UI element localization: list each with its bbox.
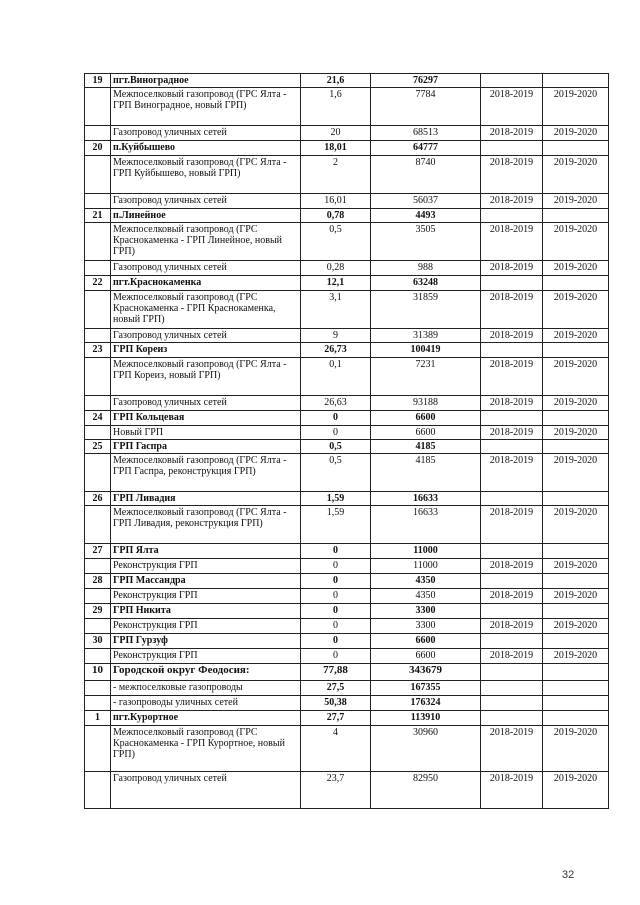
table-row [85, 454, 609, 492]
cell-num: 10 [85, 664, 111, 681]
table-row [85, 711, 609, 726]
page-number: 32 [562, 869, 575, 881]
cell-num [85, 358, 111, 396]
cell-cost: 11000 [371, 544, 481, 559]
cell-p1 [481, 634, 543, 649]
cell-p1: 2018-2019 [481, 619, 543, 634]
cell-cost: 6600 [371, 426, 481, 440]
cell-p2: 2019-2020 [543, 88, 609, 126]
cell-p1 [481, 604, 543, 619]
cell-len: 1,59 [301, 492, 371, 506]
table-row [85, 74, 609, 88]
cell-p2 [543, 343, 609, 358]
cell-cost: 11000 [371, 559, 481, 574]
cell-name: пгт.Курортное [111, 711, 301, 726]
cell-name: ГРП Никита [111, 604, 301, 619]
cell-len: 0 [301, 589, 371, 604]
table-row [85, 574, 609, 589]
cell-p2: 2019-2020 [543, 194, 609, 209]
cell-num [85, 696, 111, 711]
cell-p1 [481, 664, 543, 681]
cell-num: 22 [85, 276, 111, 291]
cell-p1 [481, 574, 543, 589]
cell-num: 24 [85, 411, 111, 426]
cell-p1: 2018-2019 [481, 88, 543, 126]
cell-cost: 3300 [371, 604, 481, 619]
cell-cost: 64777 [371, 141, 481, 156]
cell-num: 27 [85, 544, 111, 559]
cell-num: 20 [85, 141, 111, 156]
cell-len: 1,59 [301, 506, 371, 544]
cell-cost: 6600 [371, 411, 481, 426]
cell-len: 18,01 [301, 141, 371, 156]
table-row [85, 681, 609, 696]
cell-p1 [481, 411, 543, 426]
table-row [85, 223, 609, 261]
cell-p1: 2018-2019 [481, 772, 543, 809]
cell-len: 50,38 [301, 696, 371, 711]
table-body [85, 74, 609, 809]
cell-cost: 6600 [371, 649, 481, 664]
cell-num [85, 559, 111, 574]
cell-name: Межпоселковый газопровод (ГРС Ялта - ГРП Гаспра, реконструкция ГРП) [111, 454, 301, 492]
cell-cost: 4493 [371, 209, 481, 223]
table-row [85, 343, 609, 358]
cell-cost: 7231 [371, 358, 481, 396]
cell-num: 30 [85, 634, 111, 649]
cell-p1: 2018-2019 [481, 426, 543, 440]
cell-len: 23,7 [301, 772, 371, 809]
cell-p2 [543, 276, 609, 291]
cell-name: Реконструкция ГРП [111, 589, 301, 604]
cell-p2: 2019-2020 [543, 619, 609, 634]
cell-p2 [543, 209, 609, 223]
cell-name: Реконструкция ГРП [111, 649, 301, 664]
cell-p2: 2019-2020 [543, 454, 609, 492]
cell-p2: 2019-2020 [543, 559, 609, 574]
cell-cost: 56037 [371, 194, 481, 209]
cell-name: ГРП Кореиз [111, 343, 301, 358]
cell-len: 0 [301, 411, 371, 426]
cell-p2 [543, 681, 609, 696]
cell-name: ГРП Ливадия [111, 492, 301, 506]
table-row [85, 492, 609, 506]
cell-len: 21,6 [301, 74, 371, 88]
cell-cost: 82950 [371, 772, 481, 809]
cell-p1: 2018-2019 [481, 589, 543, 604]
cell-cost: 988 [371, 261, 481, 276]
cell-len: 0 [301, 574, 371, 589]
cell-len: 3,1 [301, 291, 371, 329]
cell-name: Новый ГРП [111, 426, 301, 440]
cell-p2 [543, 634, 609, 649]
cell-num [85, 261, 111, 276]
cell-cost: 76297 [371, 74, 481, 88]
cell-name: Городской округ Феодосия: [111, 664, 301, 681]
cell-p2 [543, 492, 609, 506]
cell-cost: 63248 [371, 276, 481, 291]
cell-num [85, 589, 111, 604]
gas-pipeline-table [84, 73, 609, 809]
cell-cost: 343679 [371, 664, 481, 681]
table-row [85, 411, 609, 426]
cell-cost: 16633 [371, 506, 481, 544]
table-row [85, 664, 609, 681]
cell-p1 [481, 696, 543, 711]
cell-p2: 2019-2020 [543, 589, 609, 604]
cell-p2 [543, 440, 609, 454]
table-row [85, 276, 609, 291]
cell-cost: 3300 [371, 619, 481, 634]
cell-p1: 2018-2019 [481, 156, 543, 194]
cell-name: Межпоселковый газопровод (ГРС Краснокаменка - ГРП Курортное, новый ГРП) [111, 726, 301, 772]
cell-len: 0 [301, 426, 371, 440]
cell-name: Реконструкция ГРП [111, 619, 301, 634]
cell-p2: 2019-2020 [543, 261, 609, 276]
cell-num [85, 772, 111, 809]
cell-num [85, 291, 111, 329]
cell-p2: 2019-2020 [543, 396, 609, 411]
cell-cost: 4350 [371, 589, 481, 604]
cell-p2: 2019-2020 [543, 506, 609, 544]
cell-name: ГРП Гаспра [111, 440, 301, 454]
cell-cost: 8740 [371, 156, 481, 194]
cell-p1 [481, 492, 543, 506]
cell-p2 [543, 696, 609, 711]
cell-name: Реконструкция ГРП [111, 559, 301, 574]
cell-cost: 30960 [371, 726, 481, 772]
cell-cost: 7784 [371, 88, 481, 126]
cell-name: Газопровод уличных сетей [111, 126, 301, 141]
cell-p2 [543, 604, 609, 619]
cell-name: - газопроводы уличных сетей [111, 696, 301, 711]
cell-num: 28 [85, 574, 111, 589]
cell-p1: 2018-2019 [481, 726, 543, 772]
cell-p2: 2019-2020 [543, 223, 609, 261]
cell-p2: 2019-2020 [543, 329, 609, 343]
cell-name: пгт.Виноградное [111, 74, 301, 88]
cell-num: 29 [85, 604, 111, 619]
cell-num [85, 454, 111, 492]
cell-len: 0 [301, 544, 371, 559]
cell-len: 2 [301, 156, 371, 194]
cell-num [85, 649, 111, 664]
table-row [85, 559, 609, 574]
cell-p1 [481, 74, 543, 88]
cell-len: 27,7 [301, 711, 371, 726]
cell-cost: 93188 [371, 396, 481, 411]
table-row [85, 619, 609, 634]
cell-len: 0,28 [301, 261, 371, 276]
cell-p1 [481, 343, 543, 358]
cell-name: ГРП Массандра [111, 574, 301, 589]
cell-len: 12,1 [301, 276, 371, 291]
cell-len: 0 [301, 649, 371, 664]
cell-len: 0 [301, 559, 371, 574]
cell-len: 0,78 [301, 209, 371, 223]
cell-name: п.Линейное [111, 209, 301, 223]
cell-p1: 2018-2019 [481, 126, 543, 141]
cell-len: 20 [301, 126, 371, 141]
table-row [85, 396, 609, 411]
table-row [85, 209, 609, 223]
cell-p1 [481, 681, 543, 696]
cell-name: п.Куйбышево [111, 141, 301, 156]
cell-num: 26 [85, 492, 111, 506]
cell-num: 25 [85, 440, 111, 454]
cell-p2: 2019-2020 [543, 156, 609, 194]
cell-name: ГРП Кольцевая [111, 411, 301, 426]
table-row [85, 291, 609, 329]
cell-p1: 2018-2019 [481, 454, 543, 492]
cell-cost: 4350 [371, 574, 481, 589]
cell-name: пгт.Краснокаменка [111, 276, 301, 291]
cell-p2 [543, 141, 609, 156]
cell-len: 27,5 [301, 681, 371, 696]
cell-len: 0 [301, 619, 371, 634]
cell-p2: 2019-2020 [543, 426, 609, 440]
cell-p1 [481, 209, 543, 223]
cell-cost: 16633 [371, 492, 481, 506]
cell-cost: 100419 [371, 343, 481, 358]
cell-cost: 167355 [371, 681, 481, 696]
table-row [85, 88, 609, 126]
cell-name: Межпоселковый газопровод (ГРС Ялта - ГРП Кореиз, новый ГРП) [111, 358, 301, 396]
cell-cost: 113910 [371, 711, 481, 726]
cell-len: 16,01 [301, 194, 371, 209]
cell-num [85, 223, 111, 261]
cell-p2 [543, 711, 609, 726]
cell-num [85, 88, 111, 126]
cell-num [85, 329, 111, 343]
cell-len: 26,63 [301, 396, 371, 411]
cell-name: ГРП Гурзуф [111, 634, 301, 649]
cell-name: Газопровод уличных сетей [111, 396, 301, 411]
cell-len: 1,6 [301, 88, 371, 126]
cell-p1: 2018-2019 [481, 506, 543, 544]
cell-name: Межпоселковый газопровод (ГРС Ялта - ГРП Куйбышево, новый ГРП) [111, 156, 301, 194]
table-row [85, 358, 609, 396]
cell-p2: 2019-2020 [543, 126, 609, 141]
cell-p1: 2018-2019 [481, 291, 543, 329]
cell-p1 [481, 141, 543, 156]
cell-p1 [481, 711, 543, 726]
cell-p1 [481, 276, 543, 291]
cell-p1: 2018-2019 [481, 358, 543, 396]
cell-p1: 2018-2019 [481, 559, 543, 574]
cell-cost: 68513 [371, 126, 481, 141]
cell-name: Межпоселковый газопровод (ГРС Ялта - ГРП Виноградное, новый ГРП) [111, 88, 301, 126]
cell-cost: 3505 [371, 223, 481, 261]
cell-num [85, 426, 111, 440]
table-row [85, 426, 609, 440]
cell-cost: 4185 [371, 440, 481, 454]
cell-p1 [481, 440, 543, 454]
cell-name: Газопровод уличных сетей [111, 772, 301, 809]
cell-p2: 2019-2020 [543, 772, 609, 809]
cell-name: Межпоселковый газопровод (ГРС Краснокаменка - ГРП Краснокаменка, новый ГРП) [111, 291, 301, 329]
table-row [85, 589, 609, 604]
cell-len: 4 [301, 726, 371, 772]
cell-name: Межпоселковый газопровод (ГРС Ялта - ГРП Ливадия, реконструкция ГРП) [111, 506, 301, 544]
cell-p2 [543, 411, 609, 426]
cell-p1: 2018-2019 [481, 649, 543, 664]
cell-name: Газопровод уличных сетей [111, 194, 301, 209]
cell-name: Газопровод уличных сетей [111, 329, 301, 343]
table-row [85, 634, 609, 649]
table-row [85, 156, 609, 194]
cell-cost: 176324 [371, 696, 481, 711]
table-row [85, 194, 609, 209]
cell-len: 26,73 [301, 343, 371, 358]
table-row [85, 726, 609, 772]
cell-num [85, 681, 111, 696]
cell-cost: 6600 [371, 634, 481, 649]
cell-p1: 2018-2019 [481, 223, 543, 261]
cell-p2: 2019-2020 [543, 358, 609, 396]
cell-num [85, 619, 111, 634]
cell-p2 [543, 544, 609, 559]
cell-num: 19 [85, 74, 111, 88]
cell-p1: 2018-2019 [481, 329, 543, 343]
table-row [85, 329, 609, 343]
table-row [85, 141, 609, 156]
cell-len: 9 [301, 329, 371, 343]
table-row [85, 261, 609, 276]
cell-p2 [543, 74, 609, 88]
cell-p2: 2019-2020 [543, 726, 609, 772]
cell-len: 0,1 [301, 358, 371, 396]
table-row [85, 696, 609, 711]
table-row [85, 126, 609, 141]
cell-num: 1 [85, 711, 111, 726]
cell-cost: 4185 [371, 454, 481, 492]
cell-p1: 2018-2019 [481, 194, 543, 209]
table-row [85, 506, 609, 544]
table-row [85, 440, 609, 454]
cell-num: 21 [85, 209, 111, 223]
cell-name: - межпоселковые газопроводы [111, 681, 301, 696]
cell-name: Газопровод уличных сетей [111, 261, 301, 276]
cell-name: ГРП Ялта [111, 544, 301, 559]
cell-num [85, 506, 111, 544]
cell-p2 [543, 574, 609, 589]
cell-num [85, 126, 111, 141]
cell-p2 [543, 664, 609, 681]
table-row [85, 649, 609, 664]
table-row [85, 604, 609, 619]
cell-num [85, 726, 111, 772]
cell-num: 23 [85, 343, 111, 358]
cell-num [85, 194, 111, 209]
table-row [85, 544, 609, 559]
cell-p2: 2019-2020 [543, 291, 609, 329]
cell-p2: 2019-2020 [543, 649, 609, 664]
cell-cost: 31389 [371, 329, 481, 343]
cell-len: 0,5 [301, 440, 371, 454]
cell-len: 0,5 [301, 223, 371, 261]
cell-len: 77,88 [301, 664, 371, 681]
cell-num [85, 156, 111, 194]
cell-len: 0 [301, 604, 371, 619]
cell-len: 0 [301, 634, 371, 649]
cell-p1: 2018-2019 [481, 396, 543, 411]
cell-name: Межпоселковый газопровод (ГРС Краснокаменка - ГРП Линейное, новый ГРП) [111, 223, 301, 261]
cell-p1: 2018-2019 [481, 261, 543, 276]
cell-len: 0,5 [301, 454, 371, 492]
table-row [85, 772, 609, 809]
cell-num [85, 396, 111, 411]
cell-cost: 31859 [371, 291, 481, 329]
cell-p1 [481, 544, 543, 559]
